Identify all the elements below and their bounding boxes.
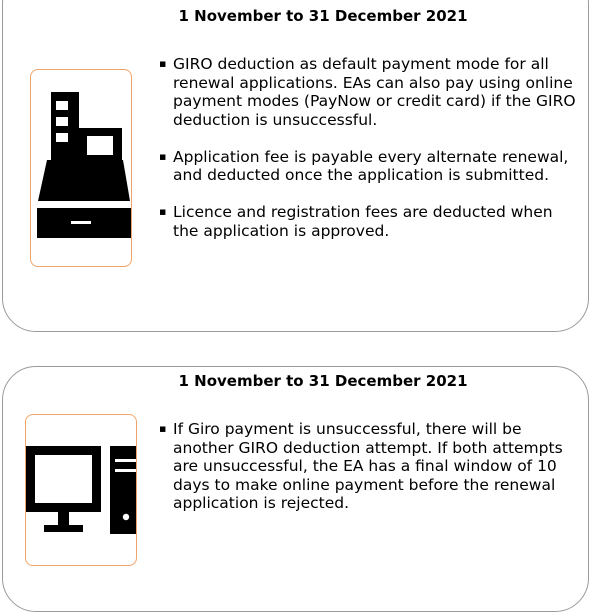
card-title: 1 November to 31 December 2021 bbox=[178, 372, 468, 390]
cash-register-icon bbox=[31, 70, 133, 268]
icon-frame bbox=[30, 69, 132, 267]
list-item bbox=[158, 420, 578, 513]
bullet-marker: ▪ bbox=[159, 57, 167, 70]
bullet-text: Licence and registration fees are deducted when the application is approved. bbox=[173, 203, 553, 240]
bullet-text: GIRO deduction as default payment mode for all renewal applications. EAs can also pay using online payment modes (PayNow or credit card) if the GIRO deduction is unsuccessful. bbox=[173, 55, 576, 129]
bullet-text: Application fee is payable every alternate renewal, and deducted once the application is submitted. bbox=[173, 147, 569, 184]
icon-frame bbox=[25, 414, 137, 566]
list-item bbox=[158, 55, 578, 129]
list-item bbox=[158, 148, 578, 185]
bullet-marker: ▪ bbox=[159, 422, 167, 435]
bullet-list bbox=[158, 420, 578, 531]
bullet-list bbox=[158, 55, 578, 259]
list-item bbox=[158, 203, 578, 240]
bullet-marker: ▪ bbox=[159, 205, 167, 218]
card-title: 1 November to 31 December 2021 bbox=[178, 7, 468, 25]
bullet-text: If Giro payment is unsuccessful, there will be another GIRO deduction attempt. If both attempts are unsuccessful, the EA has a final window of 10 days to make online payment before the renewal application is rejected. bbox=[173, 420, 563, 512]
payment-info-card bbox=[2, 0, 589, 332]
bullet-marker: ▪ bbox=[159, 149, 167, 163]
payment-info-card bbox=[2, 366, 589, 612]
desktop-computer-icon bbox=[26, 415, 137, 566]
